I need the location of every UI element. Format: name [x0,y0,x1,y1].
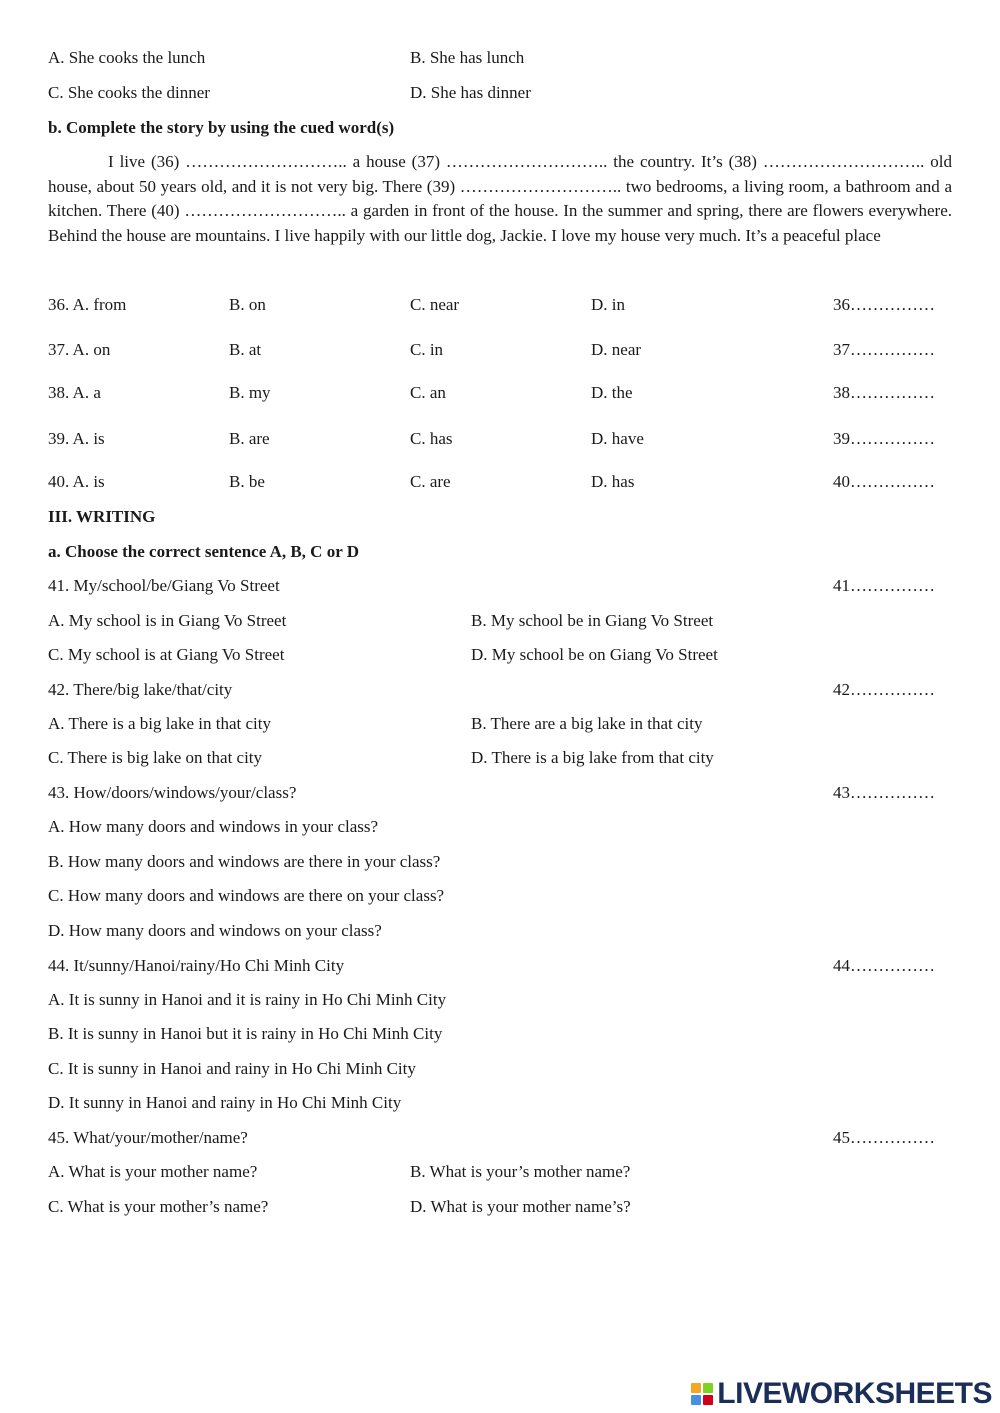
q35-option-a: A. She cooks the lunch [48,48,206,67]
answer-blank[interactable]: 37…………… [833,340,935,359]
writing-heading: III. WRITING [48,507,156,526]
option-d: D. has [591,472,635,491]
liveworksheets-logo[interactable] [691,1378,992,1410]
q43-prompt: 43. How/doors/windows/your/class? [48,783,297,802]
option-b: B. at [229,340,262,359]
q45-prompt: 45. What/your/mother/name? [48,1128,248,1147]
option-d: D. the [591,383,633,402]
q41-option-c: C. My school is at Giang Vo Street [48,645,285,664]
q43-option-c: C. How many doors and windows are there on your class? [48,886,445,905]
q35-options-row-1 [48,46,952,70]
q44-option-b: B. It is sunny in Hanoi but it is rainy in Ho Chi Minh City [48,1024,443,1043]
cloze-question-36 [48,293,952,317]
answer-blank[interactable]: 40…………… [833,472,935,491]
answer-blank[interactable]: 38…………… [833,383,935,402]
q42-options-row-1 [48,712,952,736]
logo-text: LIVEWORKSHEETS [717,1377,992,1410]
option-a: 39. A. is [48,429,105,448]
option-d: D. in [591,295,625,314]
q44-option-a: A. It is sunny in Hanoi and it is rainy in Ho Chi Minh City [48,990,447,1009]
logo-tile-tl [691,1383,701,1393]
option-c: C. are [410,472,451,491]
q43-option-b: B. How many doors and windows are there in your class? [48,852,441,871]
q45-answer-blank[interactable]: 45…………… [833,1128,935,1147]
q43-option-a: A. How many doors and windows in your class? [48,817,379,836]
q43-prompt-row [48,781,952,805]
answer-blank[interactable]: 39…………… [833,429,935,448]
q45-prompt-row [48,1126,952,1150]
story-passage: I live (36) ……………………….. a house (37) ……………………….. the country. It’s (38) ……………………….. old house, about 50 years old, and it is not very big. There (39) ……………………….. two bedrooms, a living room, a bathroom and a kitchen. There (40) ……………………….. a garden in front of the house. In the summer and spring, there are flowers everywhere. Behind the house are mountains. I live happily with our little dog, Jackie. I love my house very much. It’s a peaceful place [48,152,952,245]
option-c: C. near [410,295,460,314]
q41-answer-blank[interactable]: 41…………… [833,576,935,595]
q43-option-d: D. How many doors and windows on your class? [48,921,382,940]
q41-prompt: 41. My/school/be/Giang Vo Street [48,576,280,595]
q42-option-c: C. There is big lake on that city [48,748,263,767]
q41-options-row-1 [48,609,952,633]
q41-option-b: B. My school be in Giang Vo Street [471,611,714,630]
cloze-question-38 [48,381,952,405]
writing-sub-heading: a. Choose the correct sentence A, B, C or D [48,542,359,561]
option-a: 37. A. on [48,340,111,359]
q45-options-row-2 [48,1195,952,1219]
answer-blank[interactable]: 36…………… [833,295,935,314]
q42-prompt-row [48,678,952,702]
q41-prompt-row [48,574,952,598]
logo-mark-icon [691,1383,713,1405]
option-b: B. be [229,472,265,491]
option-b: B. are [229,429,270,448]
q45-option-c: C. What is your mother’s name? [48,1197,269,1216]
q35-options-row-2 [48,81,952,105]
q44-prompt-row [48,954,952,978]
option-d: D. have [591,429,644,448]
q42-prompt: 42. There/big lake/that/city [48,680,233,699]
option-b: B. my [229,383,271,402]
q44-option-d: D. It sunny in Hanoi and rainy in Ho Chi Minh City [48,1093,402,1112]
q45-option-a: A. What is your mother name? [48,1162,258,1181]
q42-option-b: B. There are a big lake in that city [471,714,703,733]
q41-option-a: A. My school is in Giang Vo Street [48,611,287,630]
q45-option-b: B. What is your’s mother name? [410,1162,631,1181]
q35-option-b: B. She has lunch [410,48,525,67]
section-b-heading: b. Complete the story by using the cued word(s) [48,118,395,137]
q41-options-row-2 [48,643,952,667]
q42-option-a: A. There is a big lake in that city [48,714,271,733]
q44-prompt: 44. It/sunny/Hanoi/rainy/Ho Chi Minh City [48,956,345,975]
q43-answer-blank[interactable]: 43…………… [833,783,935,802]
logo-tile-br [703,1395,713,1405]
q35-option-d: D. She has dinner [410,83,531,102]
option-d: D. near [591,340,642,359]
cloze-question-40 [48,470,952,494]
q44-option-c: C. It is sunny in Hanoi and rainy in Ho Chi Minh City [48,1059,416,1078]
q42-options-row-2 [48,746,952,770]
q45-options-row-1 [48,1160,952,1184]
logo-tile-bl [691,1395,701,1405]
option-c: C. in [410,340,444,359]
q42-answer-blank[interactable]: 42…………… [833,680,935,699]
q42-option-d: D. There is a big lake from that city [471,748,714,767]
q45-option-d: D. What is your mother name’s? [410,1197,631,1216]
cloze-question-39 [48,427,952,451]
option-a: 38. A. a [48,383,101,402]
option-a: 40. A. is [48,472,105,491]
q35-option-c: C. She cooks the dinner [48,83,210,102]
q41-option-d: D. My school be on Giang Vo Street [471,645,718,664]
option-c: C. an [410,383,446,402]
q44-answer-blank[interactable]: 44…………… [833,956,935,975]
option-c: C. has [410,429,453,448]
cloze-question-37 [48,338,952,362]
option-b: B. on [229,295,266,314]
logo-tile-tr [703,1383,713,1393]
option-a: 36. A. from [48,295,127,314]
